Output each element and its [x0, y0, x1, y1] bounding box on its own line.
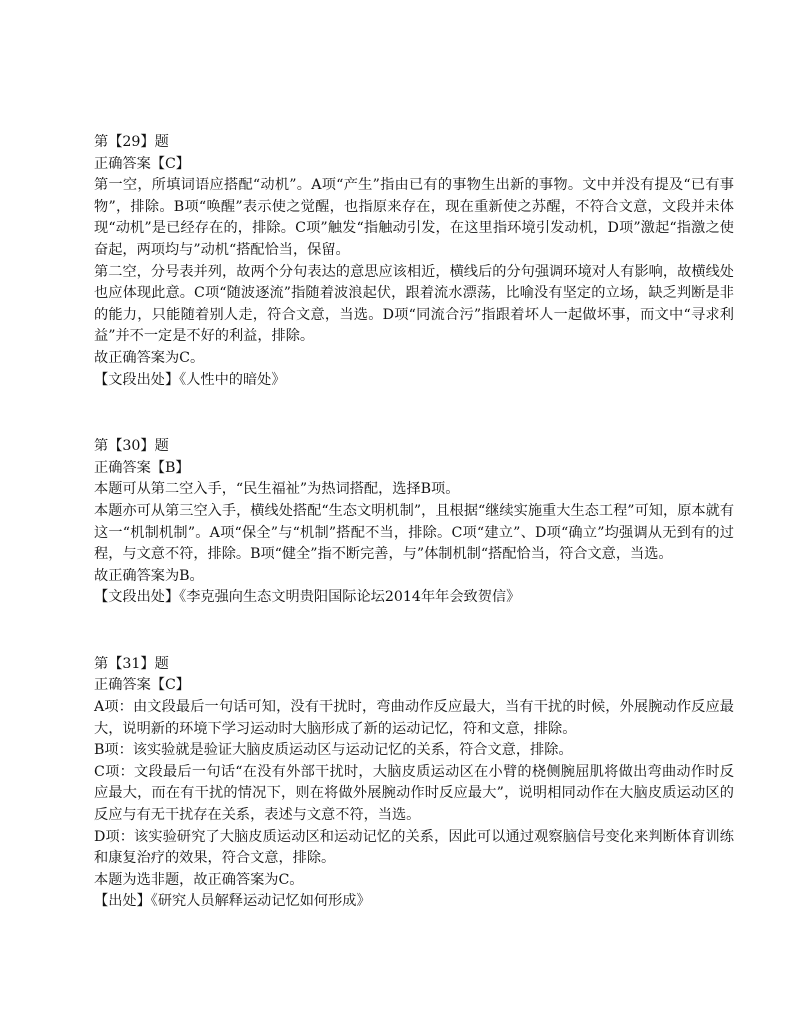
- correct-answer: 正确答案【B】: [94, 459, 190, 476]
- answer-explanations: [94, 132, 734, 958]
- correct-answer: 正确答案【C】: [94, 677, 190, 694]
- source-citation: 【文段出处】《人性中的暗处》: [94, 371, 286, 388]
- correct-answer: 正确答案【C】: [94, 155, 190, 172]
- question-title: 第【30】题: [94, 438, 169, 455]
- question-title: 第【29】题: [94, 134, 169, 150]
- explanation-paragraph: C项：文段最后一句话“在没有外部干扰时，大脑皮质运动区在小臂的桡侧腕屈肌将做出弯曲动作时反应最大，而在有干扰的情况下，则在将做外展腕动作时反应最大”，说明相同动作在大脑皮质运动区的反应与有无干扰存在关系，表述与文意不符，当选。: [94, 763, 734, 824]
- explanation-paragraph: 本题亦可从第三空入手，横线处搭配“生态文明机制”，且根据“继续实施重大生态工程”可知，原本就有这一“机制机制”。A项“保全”与“机制”搭配不当，排除。C项“建立”、D项“确立”均强调从无到有的过程，与文意不符，排除。B项“健全”指不断完善，与”体制机制“搭配恰当，符合文意，当选。: [94, 502, 735, 563]
- explanation-paragraph: 本题可从第二空入手，“民生福祉”为热词搭配，选择B项。: [94, 481, 460, 498]
- explanation-paragraph: A项：由文段最后一句话可知，没有干扰时，弯曲动作反应最大，当有干扰的时候，外展腕动作反应最大，说明新的环境下学习运动时大脑形成了新的运动记忆，符和文意，排除。: [94, 699, 734, 737]
- question-29: [94, 132, 734, 391]
- explanation-paragraph: 故正确答案为C。: [94, 349, 205, 366]
- explanation-paragraph: 故正确答案为B。: [94, 567, 204, 584]
- question-title: 第【31】题: [94, 655, 169, 672]
- explanation-paragraph: D项：该实验研究了大脑皮质运动区和运动记忆的关系，因此可以通过观察脑信号变化来判断体育训练和康复治疗的效果，符合文意，排除。: [94, 828, 734, 867]
- explanation-paragraph: 第二空，分号表并列，故两个分句表达的意思应该相近，横线后的分句强调环境对人有影响，故横线处也应体现此意。C项“随波逐流”指随着波浪起伏，跟着流水漂荡，比喻没有坚定的立场，缺乏判断是非的能力，只能随着别人走，符合文意，当选。D项“同流合污”指跟着坏人一起做坏事，而文中“寻求利益”并不一定是不好的利益，排除。: [94, 263, 734, 345]
- explanation-paragraph: B项：该实验就是验证大脑皮质运动区与运动记忆的关系，符合文意，排除。: [94, 742, 573, 759]
- explanation-paragraph: 本题为选非题，故正确答案为C。: [94, 871, 304, 888]
- source-citation: 【文段出处】《李克强向生态文明贵阳国际论坛2014年年会致贺信》: [94, 589, 521, 606]
- explanation-paragraph: 第一空，所填词语应搭配“动机”。A项“产生”指由已有的事物生出新的事物。文中并没有提及“已有事物”，排除。B项“唤醒”表示使之觉醒，也指原来存在，现在重新使之苏醒，不符合文意，文段并未体现“动机”是已经存在的，排除。C项”触发“指触动引发，在这里指环境引发动机，D项”激起“指激之使奋起，两项均与”动机“搭配恰当，保留。: [94, 177, 734, 258]
- source-citation: 【出处】《研究人员解释运动记忆如何形成》: [94, 893, 371, 910]
- question-31: [94, 654, 734, 913]
- question-30: [94, 436, 734, 609]
